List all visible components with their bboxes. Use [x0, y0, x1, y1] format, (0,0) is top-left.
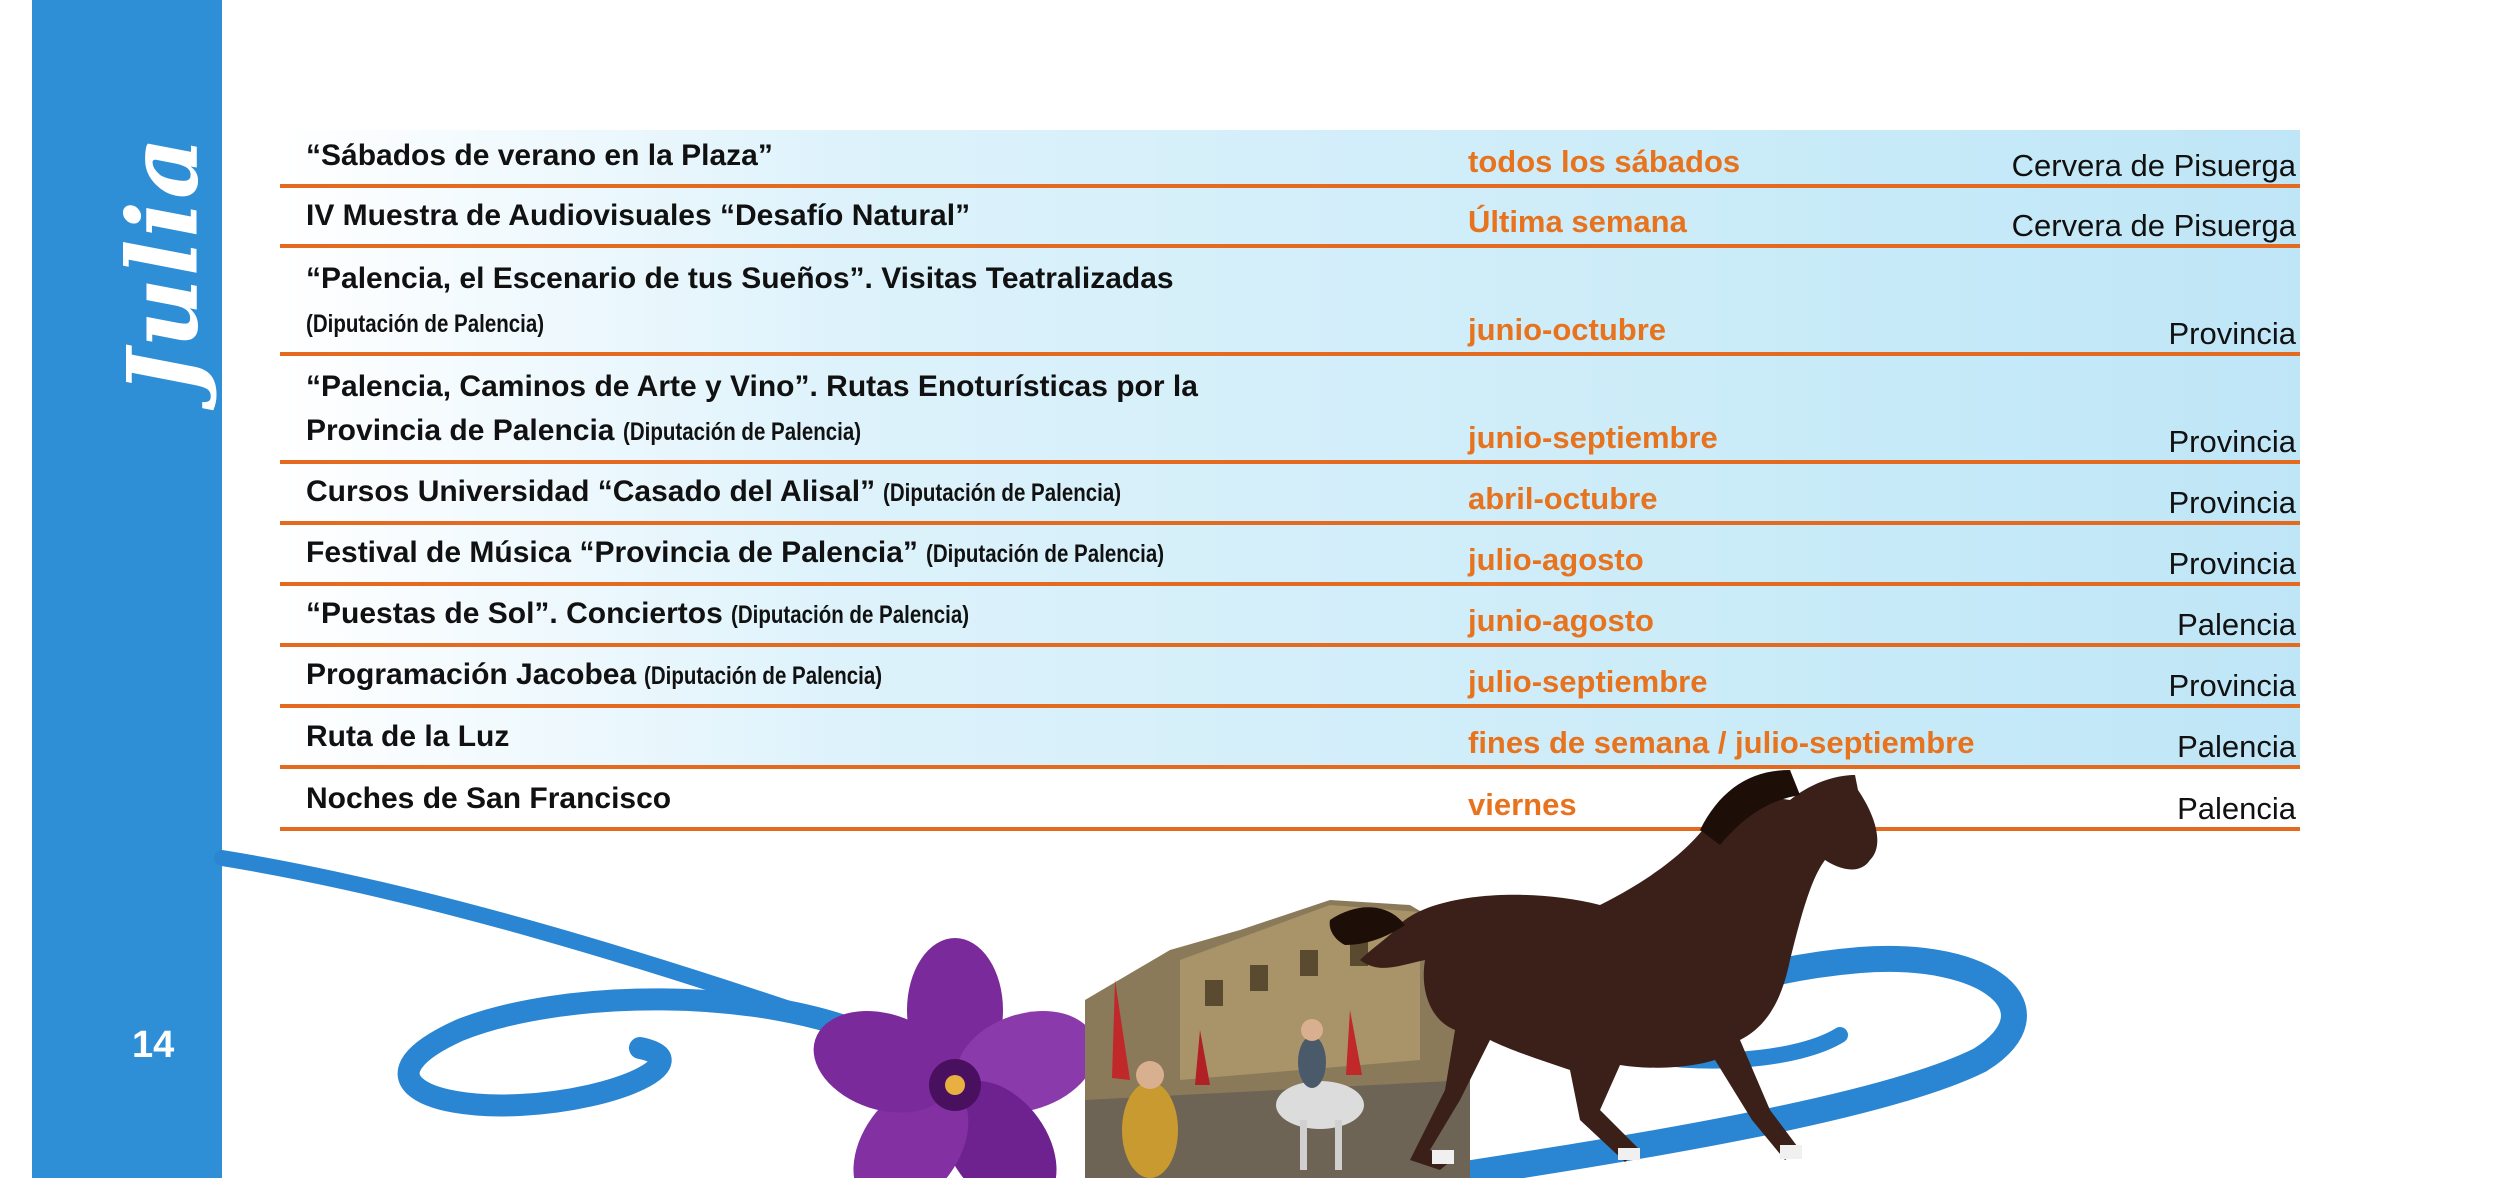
event-place: Provincia: [2168, 668, 2296, 703]
event-period: Última semana: [1468, 204, 1687, 239]
event-place: Cervera de Pisuerga: [2011, 148, 2296, 183]
event-title: “Palencia, Caminos de Arte y Vino”. Rutas Enoturísticas por la Provincia de Palencia (Diputación de Palencia): [306, 365, 1336, 454]
event-title: Noches de San Francisco: [306, 782, 672, 815]
event-organizer: (Diputación de Palencia): [883, 479, 1122, 507]
event-organizer: (Diputación de Palencia): [926, 540, 1165, 568]
event-organizer: (Diputación de Palencia): [622, 418, 861, 446]
event-title: Ruta de la Luz: [306, 720, 510, 753]
purple-flower: [800, 938, 1109, 1178]
event-place: Provincia: [2168, 424, 2296, 459]
event-period: junio-agosto: [1468, 603, 1654, 638]
event-title: “Palencia, el Escenario de tus Sueños”. Visitas Teatralizadas (Diputación de Palencia): [306, 257, 1366, 346]
event-title: IV Muestra de Audiovisuales “Desafío Natural”: [306, 199, 971, 232]
event-period: abril-octubre: [1468, 481, 1658, 516]
event-title: Cursos Universidad “Casado del Alisal” (Diputación de Palencia): [306, 470, 1466, 515]
event-period: julio-agosto: [1468, 542, 1644, 577]
event-organizer: (Diputación de Palencia): [306, 310, 545, 338]
event-place: Palencia: [2177, 729, 2296, 764]
event-organizer: (Diputación de Palencia): [731, 601, 970, 629]
event-period: todos los sábados: [1468, 144, 1741, 179]
event-period: julio-septiembre: [1468, 664, 1708, 699]
event-period: junio-septiembre: [1468, 420, 1718, 455]
event-place: Palencia: [2177, 791, 2296, 826]
event-place: Provincia: [2168, 485, 2296, 520]
event-organizer: (Diputación de Palencia): [644, 662, 883, 690]
event-place: Provincia: [2168, 316, 2296, 351]
event-title: Festival de Música “Provincia de Palencia” (Diputación de Palencia): [306, 531, 1466, 576]
month-title: Julia: [106, 134, 220, 396]
event-period: junio-octubre: [1468, 312, 1667, 347]
event-period: viernes: [1468, 787, 1577, 822]
event-title: “Puestas de Sol”. Conciertos (Diputación de Palencia): [306, 592, 1466, 637]
event-period: fines de semana / julio-septiembre: [1468, 725, 1975, 760]
event-place: Provincia: [2168, 546, 2296, 581]
event-place: Palencia: [2177, 607, 2296, 642]
page-number: 14: [132, 1024, 175, 1066]
event-place: Cervera de Pisuerga: [2011, 208, 2296, 243]
event-title: “Sábados de verano en la Plaza”: [306, 139, 773, 172]
event-title: Programación Jacobea (Diputación de Palencia): [306, 653, 1466, 698]
